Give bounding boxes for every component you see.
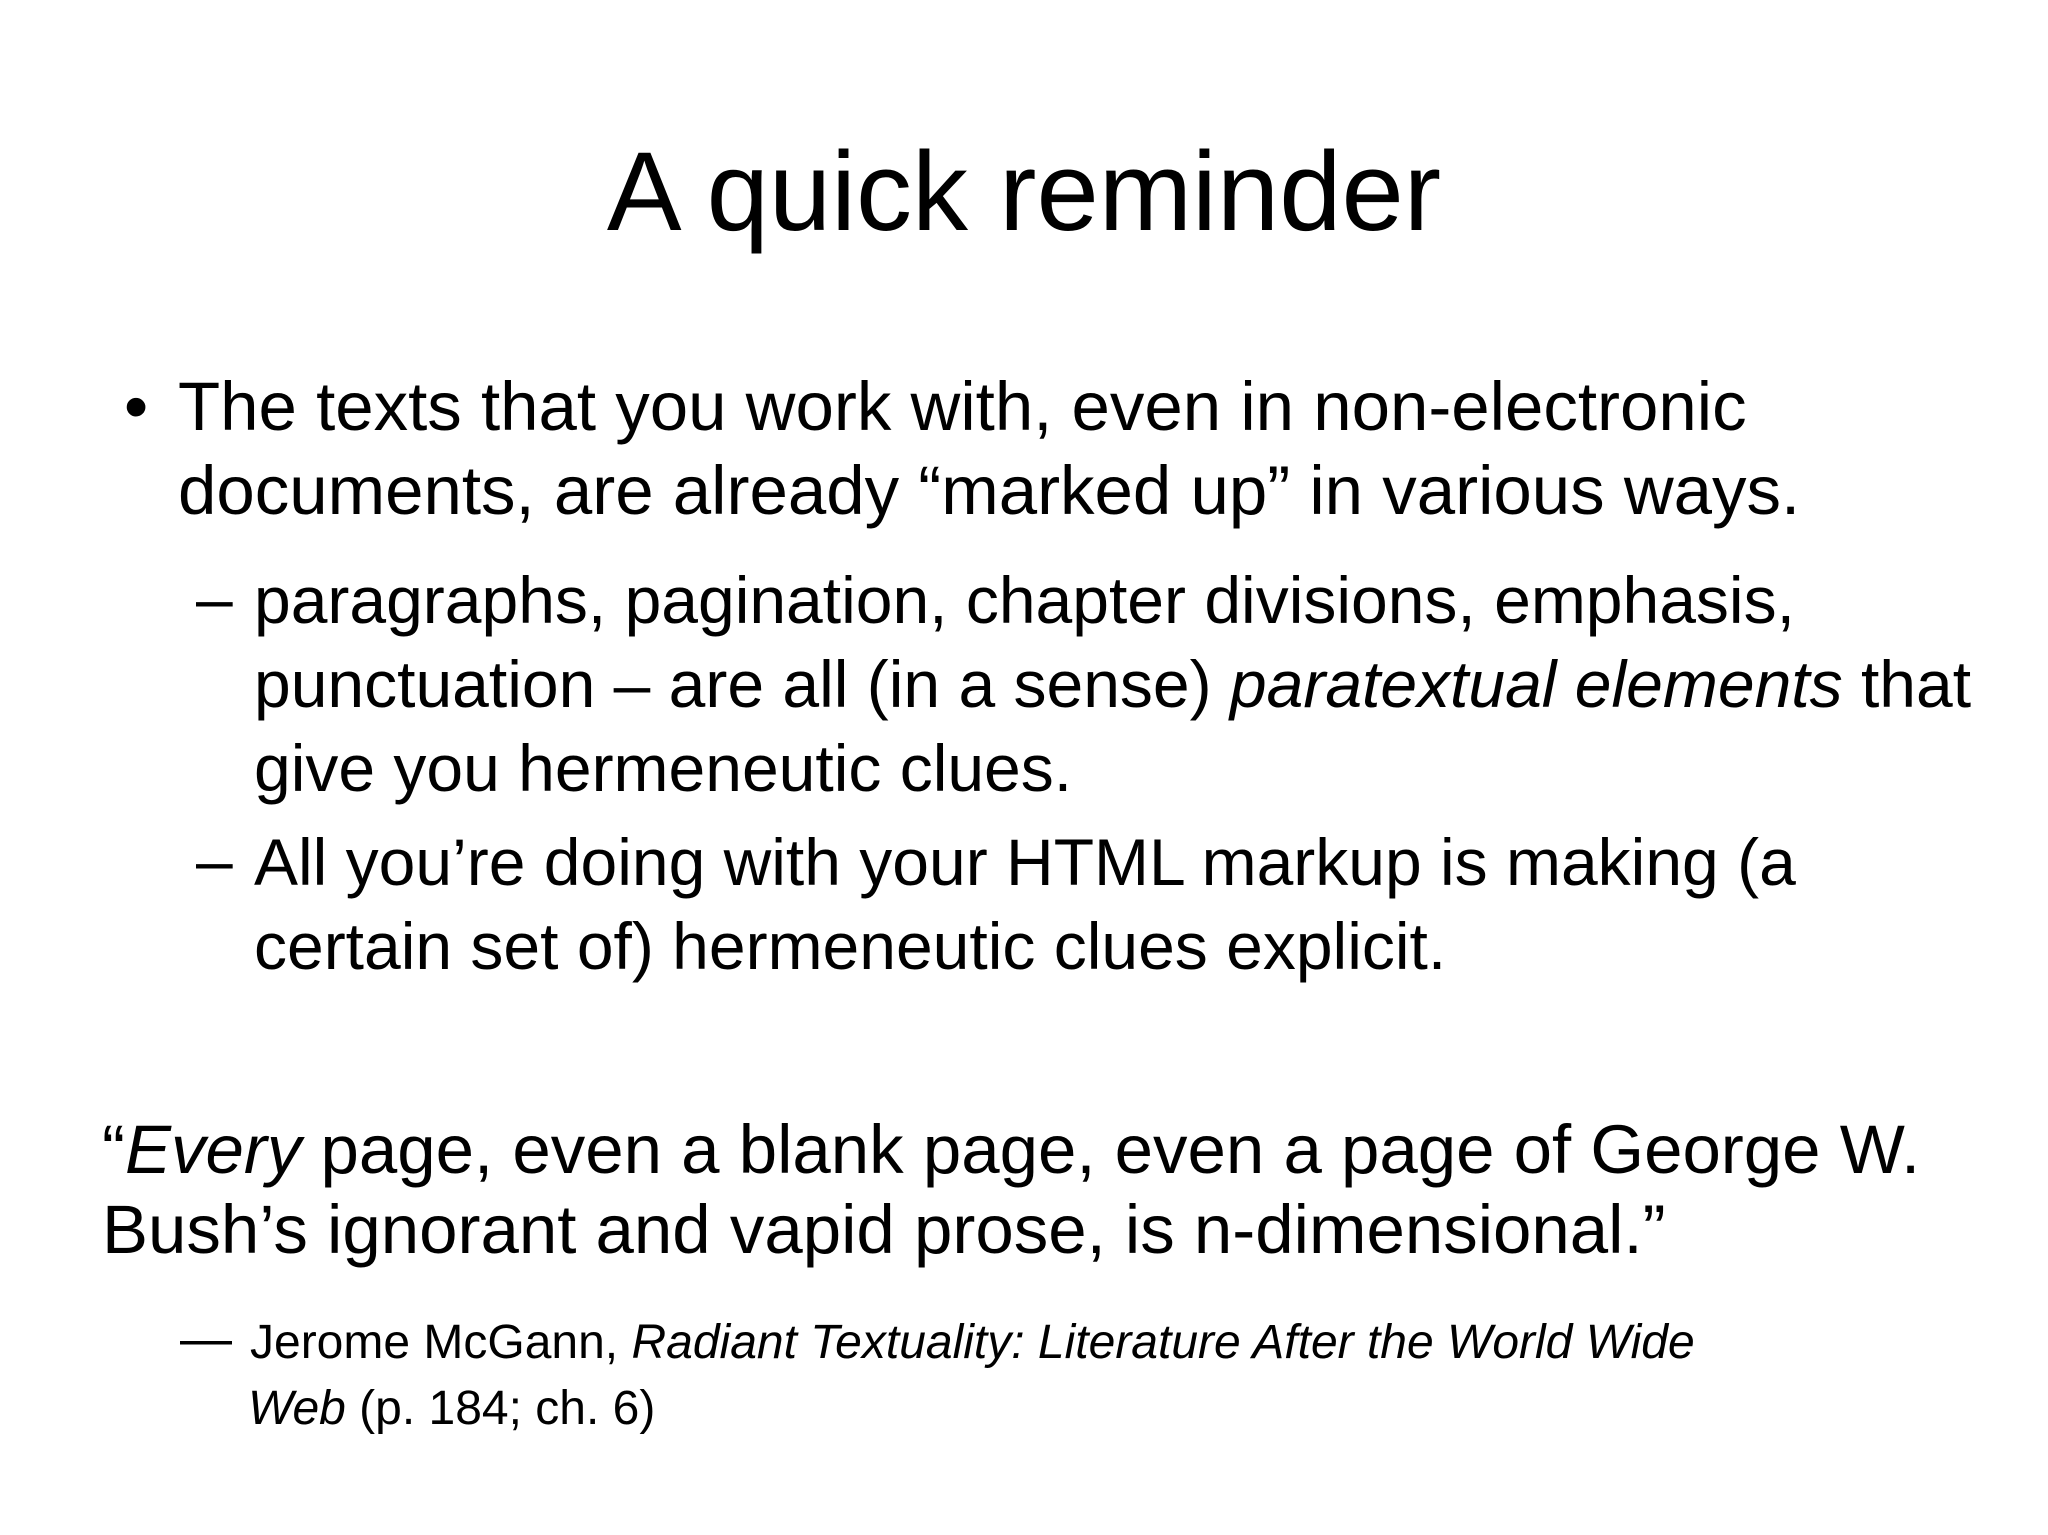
sub-bullet-text: All you’re doing with your HTML markup is making (a certain set of) hermeneutic clues explicit.: [254, 825, 1796, 983]
slide-title: A quick reminder: [606, 129, 1442, 254]
sub-bullet-marker: –: [196, 561, 233, 635]
quote-open-mark: “: [102, 1111, 125, 1188]
sub-bullet-text-emphasis: paratextual elements: [1229, 647, 1843, 721]
bullet-text: The texts that you work with, even in non-electronic documents, are already “marked up” in various ways.: [178, 368, 1801, 529]
citation-line-1: [250, 1310, 1910, 1376]
quote-text: page, even a blank page, even a page of George W. Bush’s ignorant and vapid prose, is n-dimensional.”: [102, 1111, 1921, 1268]
sub-bullet-text-part2: that give you hermeneutic clues.: [254, 647, 1972, 805]
quote-emphasis: Every: [124, 1111, 302, 1188]
citation-title: Radiant Textuality: Literature After the World Wide: [631, 1316, 1695, 1369]
citation-author: Jerome McGann,: [250, 1316, 632, 1369]
sub-bullet-text-part1: paragraphs, pagination, chapter divisions, emphasis, punctuation – are all (in a sense): [254, 563, 1795, 721]
citation-page: (p. 184; ch. 6): [345, 1382, 656, 1435]
citation-title-cont: Web: [248, 1382, 346, 1435]
citation-line-2: [248, 1376, 1908, 1442]
sub-bullet-marker: –: [196, 823, 233, 897]
citation-dash: —: [180, 1310, 232, 1368]
bullet-marker: •: [124, 368, 149, 445]
sub-bullet-text: [254, 558, 1994, 810]
quote: [102, 1110, 1962, 1270]
